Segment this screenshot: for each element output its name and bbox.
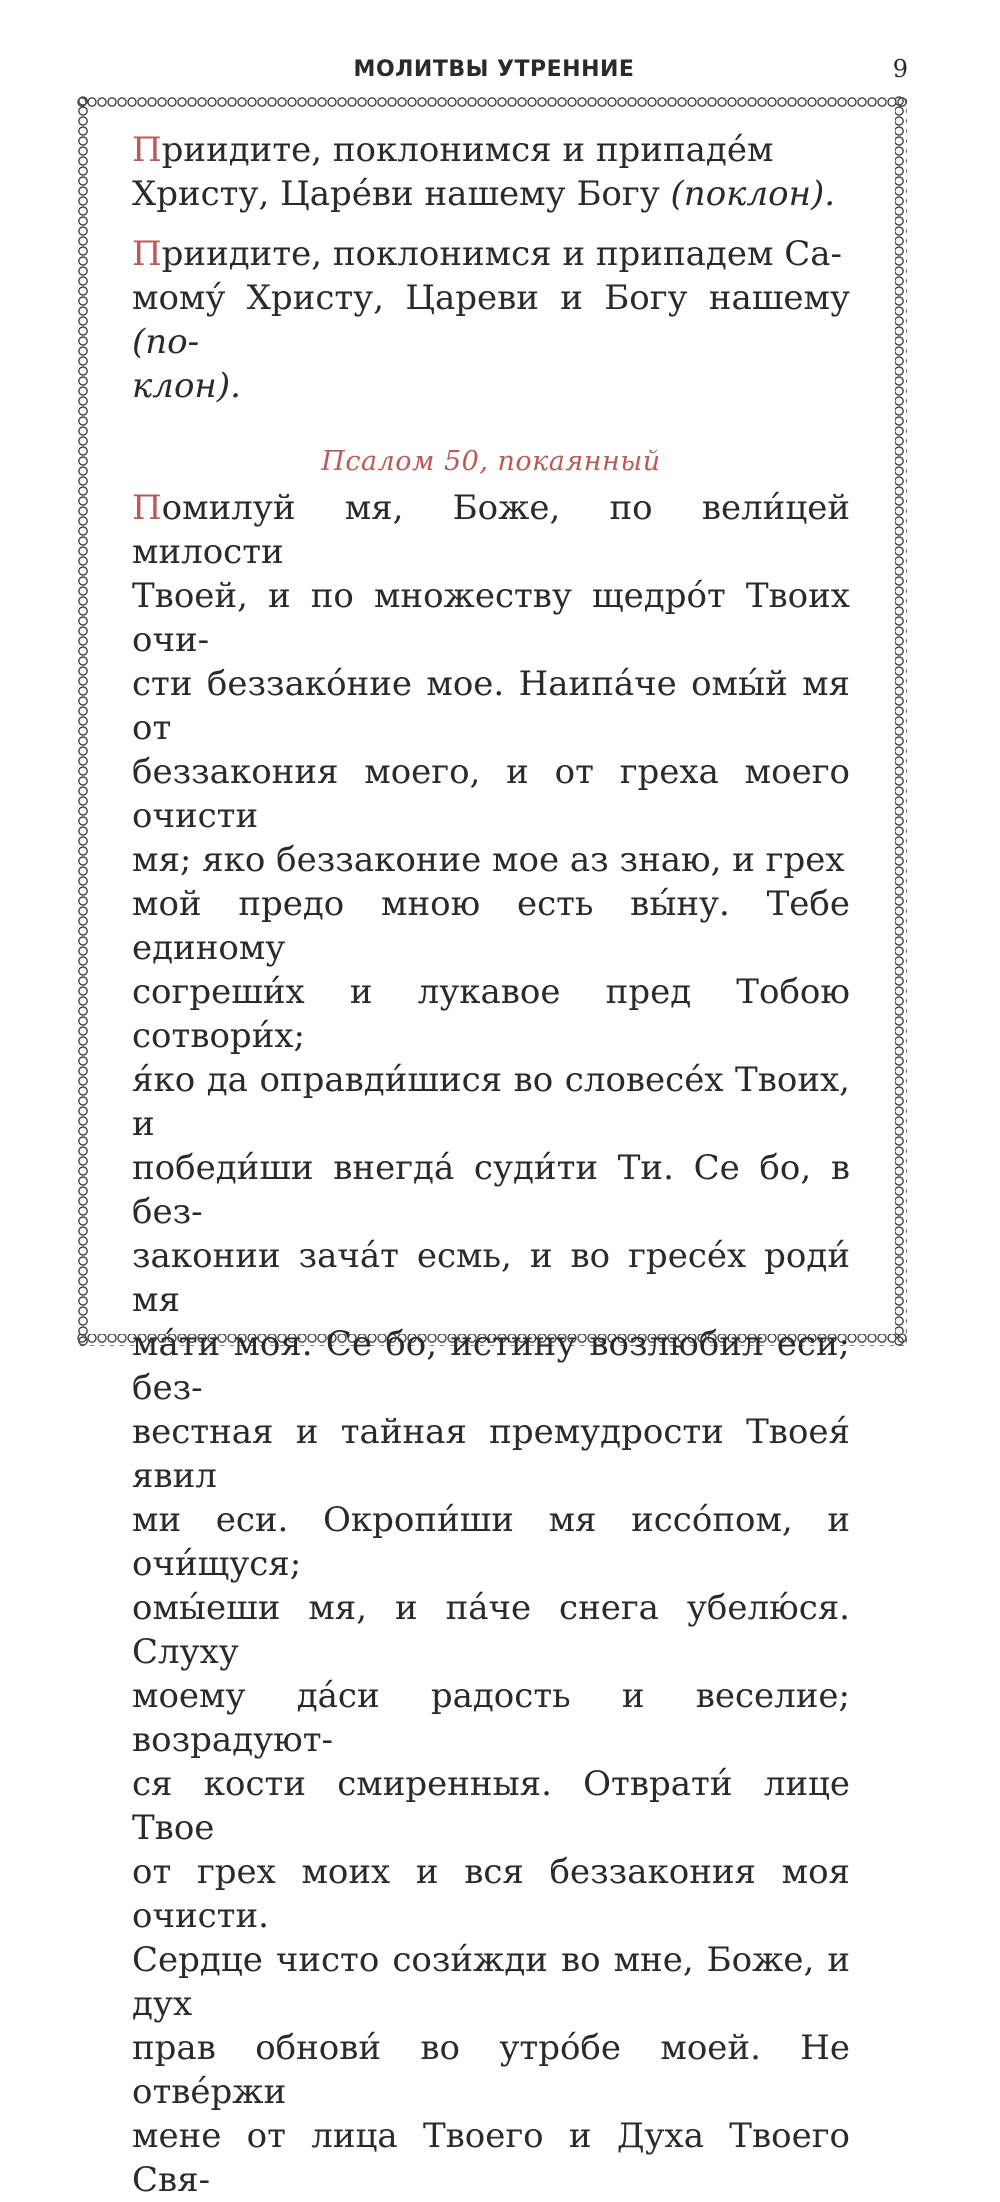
rubric-note: клон). bbox=[132, 366, 241, 406]
page-text bbox=[132, 128, 850, 2202]
text-line: риидите, поклонимся и припаде́м bbox=[161, 130, 774, 170]
text-line: вестная и тайная премудрости Твоея́ явил bbox=[132, 1412, 850, 1496]
text-line: сти беззако́ние мое. Наипа́че омы́й мя от bbox=[132, 664, 850, 748]
running-head bbox=[74, 55, 914, 89]
initial-letter: П bbox=[132, 130, 162, 170]
text-line: омы́еши мя, и па́че снега убелю́ся. Слуху bbox=[132, 1588, 850, 1672]
text-line: моему да́си радость и веселие; возрадуют- bbox=[132, 1676, 850, 1760]
text-line: мене от лица Твоего и Духа Твоего Свя- bbox=[132, 2116, 850, 2200]
text-line: риидите, поклонимся и припадем Са- bbox=[161, 234, 842, 274]
prayer-paragraph-2 bbox=[132, 232, 850, 408]
text-line: ся кости смиренныя. Отврати́ лице Твое bbox=[132, 1764, 850, 1848]
initial-letter: П bbox=[132, 234, 162, 274]
initial-letter: П bbox=[132, 488, 162, 528]
text-line: мой предо мною есть вы́ну. Тебе единому bbox=[132, 884, 850, 968]
text-line: Сердце чисто сози́жди во мне, Боже, и дух bbox=[132, 1940, 850, 2024]
text-line: прав обнови́ во утро́бе моей. Не отве́ржи bbox=[132, 2028, 850, 2112]
text-line: омилуй мя, Боже, по вели́цей милости bbox=[132, 488, 850, 572]
text-line: победи́ши внегда́ суди́ти Ти. Се бо, в без- bbox=[132, 1148, 850, 1232]
psalm-paragraph bbox=[132, 486, 850, 2202]
text-line: Христу, Царе́ви нашему Богу bbox=[132, 174, 671, 214]
text-line: ми еси. Окропи́ши мя иссо́пом, и очи́щуся; bbox=[132, 1500, 850, 1584]
text-line: мому́ Христу, Цареви и Богу нашему bbox=[132, 278, 850, 318]
page-number: 9 bbox=[892, 55, 908, 83]
text-line: беззакония моего, и от греха моего очисти bbox=[132, 752, 850, 836]
rubric-note: (поклон). bbox=[670, 174, 836, 214]
text-line: ма́ти моя. Се бо, истину возлюбил еси; без- bbox=[132, 1324, 850, 1408]
text-line: от грех моих и вся беззакония моя очисти. bbox=[132, 1852, 850, 1936]
rubric-note: (по- bbox=[132, 322, 200, 362]
psalm-heading: Псалом 50, покаянный bbox=[321, 446, 661, 477]
text-line: согреши́х и лукавое пред Тобою сотвори́х; bbox=[132, 972, 850, 1056]
text-line: мя; яко беззаконие мое аз знаю, и грех bbox=[132, 840, 845, 880]
text-line: Твоей, и по множеству щедро́т Твоих очи- bbox=[132, 576, 850, 660]
text-line: я́ко да оправди́шися во словесе́х Твоих, и bbox=[132, 1060, 850, 1144]
running-title: МОЛИТВЫ УТРЕННИЕ bbox=[353, 57, 635, 82]
text-line: законии зача́т есмь, и во гресе́х роди́ мя bbox=[132, 1236, 850, 1320]
prayer-paragraph-1 bbox=[132, 128, 850, 216]
